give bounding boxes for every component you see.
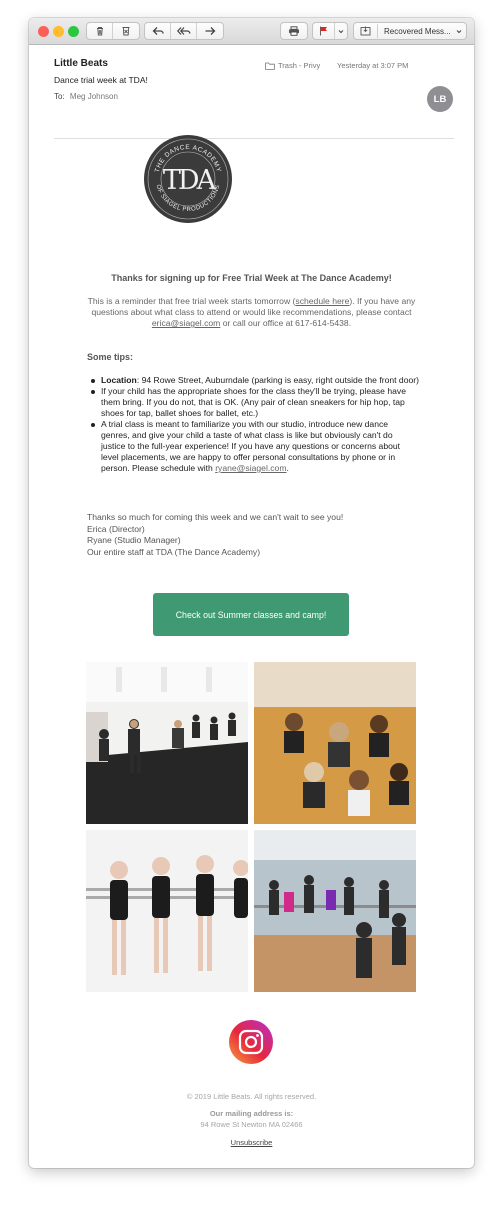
tip-location-label: Location bbox=[101, 375, 137, 385]
avatar: LB bbox=[427, 86, 453, 112]
header-divider bbox=[54, 138, 454, 139]
unsubscribe-link[interactable]: Unsubscribe bbox=[230, 1138, 273, 1147]
reply-group bbox=[144, 22, 224, 40]
chevron-down-icon bbox=[456, 29, 462, 34]
intro-paragraph bbox=[87, 296, 416, 329]
list-item bbox=[101, 386, 419, 419]
ryane-email-link[interactable]: ryane@siagel.com bbox=[215, 463, 287, 473]
mail-window bbox=[29, 18, 474, 1168]
intro-text-3: or call our office at 617-614-5438. bbox=[220, 318, 352, 328]
tip-location-text: : 94 Rowe Street, Auburndale (parking is easy, right outside the front door) bbox=[136, 375, 419, 385]
close-window-button[interactable] bbox=[38, 26, 49, 37]
mailing-label bbox=[29, 1109, 474, 1118]
intro-text-1: This is a reminder that free trial week starts tomorrow ( bbox=[87, 296, 296, 306]
tip-trial-end: . bbox=[286, 463, 289, 473]
mirror-studio-photo bbox=[254, 830, 416, 992]
mailbox-menu-label: Recovered Mess... bbox=[384, 26, 451, 36]
signoff-thanks: Thanks so much for coming this week and we can't wait to see you! bbox=[87, 512, 344, 522]
print-icon bbox=[288, 26, 300, 36]
schedule-link[interactable]: schedule here bbox=[295, 296, 350, 306]
trash-icon bbox=[95, 26, 105, 36]
dance-academy-logo bbox=[143, 134, 233, 224]
summer-classes-button[interactable]: Check out Summer classes and camp! bbox=[153, 593, 349, 636]
tip-trial-text: A trial class is meant to familiarize you with our studio, introduce new dance genres, and give your child a taste of what class is like but obviously can't do justice to the full-year experience! If you have any questions or concerns about level placements, we are happy to offer personal consultations by phone or in person. Please schedule with bbox=[101, 419, 401, 473]
floor-group-photo bbox=[254, 662, 416, 824]
mailbox-name: Trash - Privy bbox=[278, 61, 321, 70]
divider bbox=[377, 24, 378, 38]
instagram-icon[interactable] bbox=[228, 1019, 274, 1065]
signoff-erica: Erica (Director) bbox=[87, 523, 145, 534]
forward-icon bbox=[204, 26, 216, 36]
logo-monogram: TDA bbox=[162, 165, 214, 196]
to-label: To: bbox=[54, 92, 65, 101]
subject-line: Dance trial week at TDA! bbox=[54, 75, 148, 85]
message-header bbox=[29, 45, 474, 137]
recipient-line bbox=[54, 92, 118, 101]
minimize-window-button[interactable] bbox=[53, 26, 64, 37]
unsubscribe-row bbox=[29, 1138, 474, 1147]
logo-top-text: THE DANCE ACADEMY bbox=[153, 143, 223, 174]
toolbar bbox=[29, 18, 474, 45]
list-item bbox=[101, 375, 419, 386]
studio-class-photo bbox=[86, 662, 248, 824]
folder-icon bbox=[265, 62, 275, 70]
junk-icon bbox=[121, 26, 131, 36]
intro-heading: Thanks for signing up for Free Trial Week at The Dance Academy! bbox=[111, 273, 392, 283]
reply-button[interactable] bbox=[145, 23, 171, 39]
move-to-menu[interactable] bbox=[353, 22, 467, 40]
list-item bbox=[101, 419, 419, 474]
reply-all-icon bbox=[177, 26, 191, 36]
tips-list bbox=[101, 375, 419, 474]
recipient-name[interactable]: Meg Johnson bbox=[69, 92, 118, 101]
signoff-staff: Our entire staff at TDA (The Dance Academy) bbox=[87, 546, 261, 557]
move-to-icon bbox=[360, 26, 371, 36]
mailing-label-text: Our mailing address is: bbox=[209, 1109, 294, 1118]
signoff-ryane: Ryane (Studio Manager) bbox=[87, 535, 181, 545]
forward-button[interactable] bbox=[197, 23, 223, 39]
chevron-down-icon bbox=[338, 29, 344, 34]
delete-junk-group bbox=[86, 22, 140, 40]
trash-button[interactable] bbox=[87, 23, 113, 39]
message-date: Yesterday at 3:07 PM bbox=[337, 61, 409, 70]
flag-menu-button[interactable] bbox=[335, 23, 347, 39]
logo-bottom-text: OF SIAGEL PRODUCTIONS bbox=[154, 184, 222, 214]
print-button[interactable] bbox=[280, 22, 308, 40]
ballet-barre-photo bbox=[86, 830, 248, 992]
sender-name: Little Beats bbox=[54, 58, 108, 69]
intro-text-2: ). If you have any questions about what class to attend or would like recommendations, please contact bbox=[91, 296, 416, 317]
signoff bbox=[87, 512, 343, 558]
reply-all-button[interactable] bbox=[171, 23, 197, 39]
flag-icon bbox=[319, 26, 328, 36]
junk-button[interactable] bbox=[113, 23, 139, 39]
tip-shoes-text: If your child has the appropriate shoes for the class they'll be trying, please have them bring. If you do not, that is OK. (Any pair of clean sneakers for hip hop, tap shoes for tap, ballet shoes for ballet, etc.) bbox=[101, 386, 406, 418]
reply-icon bbox=[152, 26, 164, 36]
erica-email-link[interactable]: erica@siagel.com bbox=[151, 318, 221, 328]
copyright: © 2019 Little Beats. All rights reserved. bbox=[186, 1092, 317, 1101]
mailing-address: 94 Rowe St Newton MA 02466 bbox=[200, 1120, 303, 1129]
flag-group bbox=[312, 22, 348, 40]
flag-button[interactable] bbox=[313, 23, 335, 39]
zoom-window-button[interactable] bbox=[68, 26, 79, 37]
tips-heading: Some tips: bbox=[87, 352, 134, 362]
mailbox-indicator[interactable] bbox=[265, 61, 320, 70]
